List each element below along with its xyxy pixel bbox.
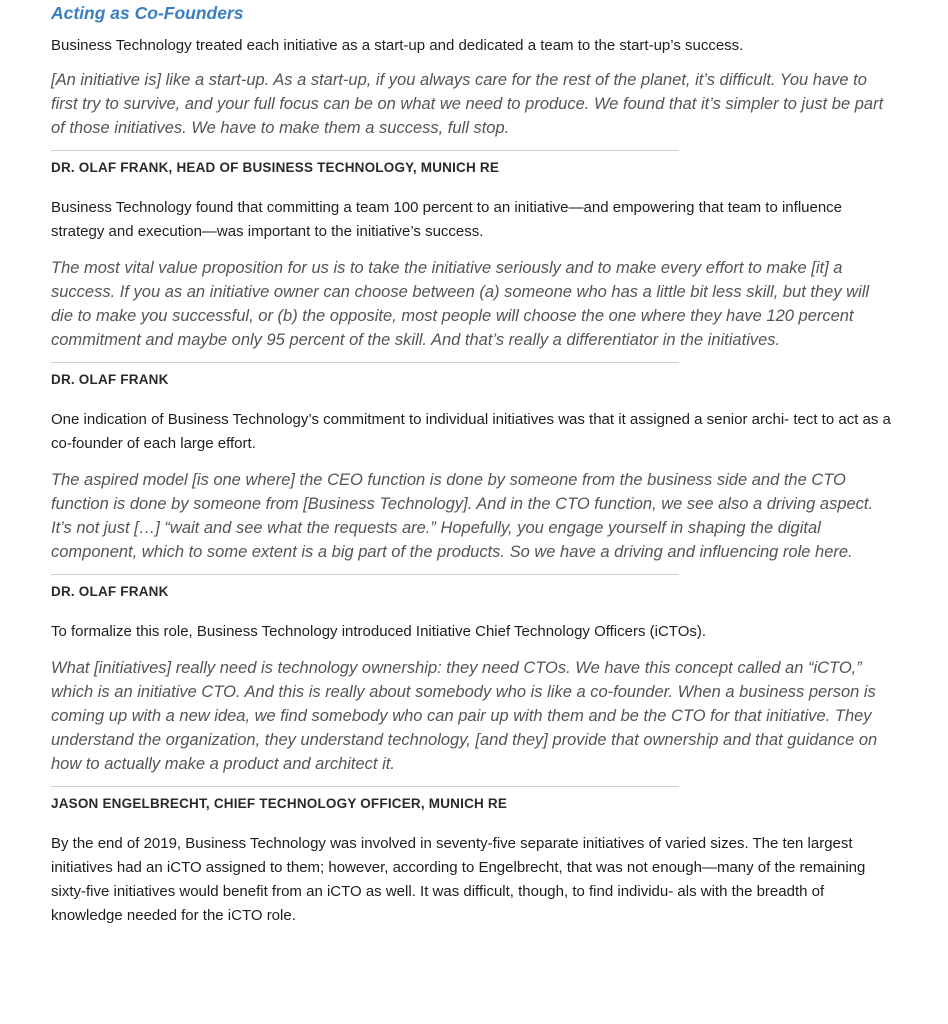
pull-quote-1: [An initiative is] like a start-up. As a start-up, if you always care for the rest of the planet, it’s difficult. You have to first try to survive, and your full focus can be on what we need to produce. We found that it’s simpler to just be part of those initiatives. We have to make them a success, full stop. (51, 71, 884, 137)
quote-divider-2 (51, 362, 679, 363)
quote-attribution-1: DR. OLAF FRANK, HEAD OF BUSINESS TECHNOLOGY, MUNICH RE (51, 160, 500, 175)
body-paragraph-5: By the end of 2019, Business Technology was involved in seventy-five separate initiatives of varied sizes. The ten largest initiatives had an iCTO assigned to them; however, according to Engelbrecht, that was not enough—many of the remaining sixty-five initiatives would benefit from an iCTO as well. It was difficult, though, to find individu- als with the breadth of knowledge needed for the iCTO role. (51, 835, 866, 924)
body-paragraph-2: Business Technology found that committing a team 100 percent to an initiative—and empowering that team to influence strategy and execution—was important to the initiative’s success. (51, 199, 843, 240)
pull-quote-4: What [initiatives] really need is technology ownership: they need CTOs. We have this concept called an “iCTO,” which is an initiative CTO. And this is really about somebody who is like a co-founder. When a business person is coming up with a new idea, we find somebody who can pair up with them and be the CTO for that initiative. They understand the organization, they understand technology, [and they] provide that ownership and that guidance on how to actually make a product and architect it. (51, 659, 878, 773)
quote-divider-1 (51, 150, 679, 151)
quote-divider-3 (51, 574, 679, 575)
document-page (51, 0, 891, 928)
quote-attribution-3: DR. OLAF FRANK (51, 584, 169, 599)
section-heading: Acting as Co-Founders (51, 3, 244, 23)
body-paragraph-4: To formalize this role, Business Technology introduced Initiative Chief Technology Officers (iCTOs). (51, 623, 707, 640)
pull-quote-3: The aspired model [is one where] the CEO function is done by someone from the business side and the CTO function is done by someone from [Business Technology]. And in the CTO function, we see also a driving aspect. It’s not just […] “wait and see what the requests are.” Hopefully, you engage yourself in shaping the digital component, which to some extent is a big part of the products. So we have a driving and influencing role here. (51, 471, 874, 561)
body-paragraph-1: Business Technology treated each initiative as a start-up and dedicated a team to the start-up’s success. (51, 37, 744, 54)
quote-attribution-4: JASON ENGELBRECHT, CHIEF TECHNOLOGY OFFICER, MUNICH RE (51, 796, 508, 811)
body-paragraph-3: One indication of Business Technology’s commitment to individual initiatives was that it assigned a senior archi- tect to act as a co-founder of each large effort. (51, 411, 891, 452)
quote-attribution-2: DR. OLAF FRANK (51, 372, 169, 387)
quote-divider-4 (51, 786, 679, 787)
pull-quote-2: The most vital value proposition for us is to take the initiative seriously and to make every effort to make [it] a success. If you as an initiative owner can choose between (a) someone who has a little bit less skill, but they will die to make you successful, or (b) the opposite, most people will choose the one where they have 120 percent commitment and maybe only 95 percent of the skill. And that’s really a differentiator in the initiatives. (51, 259, 870, 349)
